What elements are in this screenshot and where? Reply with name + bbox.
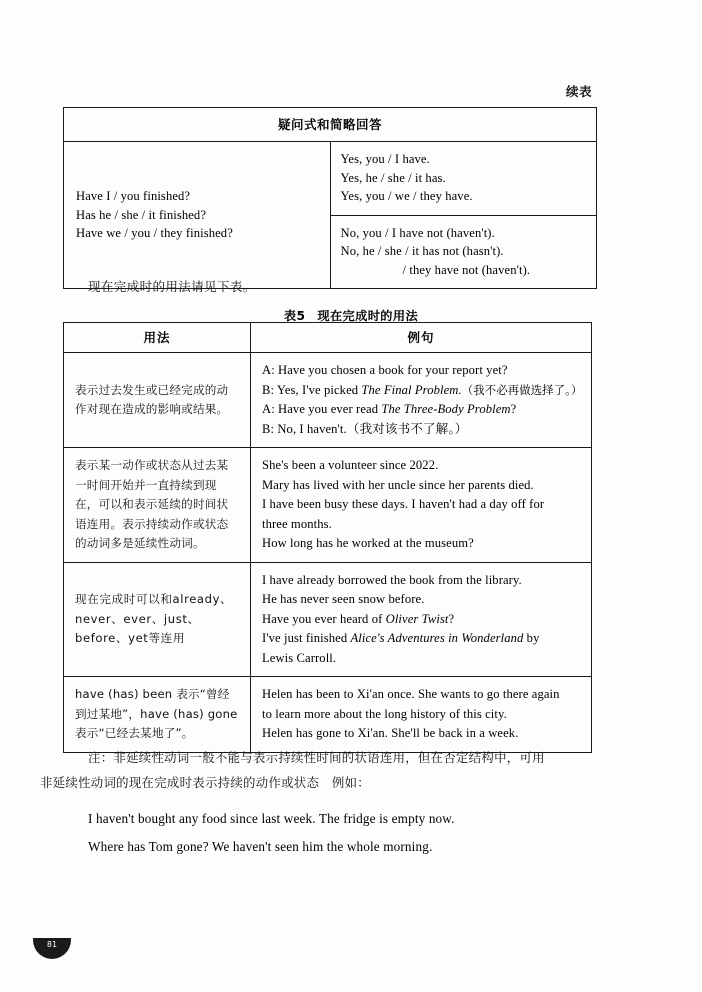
- example-line: to learn more about the long history of this city.: [262, 706, 507, 721]
- example-line: B: No, I haven't.（我对该书不了解。）: [262, 421, 468, 436]
- table1-header-cell: 疑问式和简略回答: [64, 108, 597, 142]
- continued-table-label: 续表: [565, 84, 592, 99]
- note-paragraph: [40, 745, 660, 795]
- example-cell-1: [251, 353, 592, 448]
- example-line: Mary has lived with her uncle since her parents died.: [262, 477, 534, 492]
- present-perfect-usage-table: [63, 322, 592, 753]
- note-example-1: I haven't bought any food since last week. The fridge is empty now.: [88, 811, 455, 826]
- example-line: A: Have you ever read The Three-Body Problem?: [262, 402, 517, 416]
- affirmative-line-1: Yes, you / I have.: [340, 152, 430, 166]
- example-line: Helen has gone to Xi'an. She'll be back in a week.: [262, 726, 519, 740]
- note-line-2: 非延续性动词的现在完成时表示持续的动作或状态 例如：: [40, 775, 370, 790]
- question-form-table: [63, 107, 597, 289]
- example-line: I have already borrowed the book from the library.: [262, 572, 522, 587]
- example-line: He has never seen snow before.: [262, 592, 425, 606]
- note-line-1: 注：非延续性动词一般不能与表示持续性时间的状语连用，但在否定结构中，可用: [88, 750, 545, 765]
- example-line: She's been a volunteer since 2022.: [262, 458, 439, 472]
- usage-cell-4: have (has) been 表示“曾经到过某地”，have (has) gone 表示“已经去某地了”。: [64, 677, 251, 753]
- example-line: Have you ever heard of Oliver Twist?: [262, 611, 455, 626]
- intro-line: 现在完成时的用法请见下表。: [88, 279, 256, 294]
- example-line: I've just finished Alice's Adventures in Wonderland by: [262, 631, 540, 645]
- table-row: [64, 448, 592, 563]
- negative-line-1: No, you / I have not (haven't).: [340, 225, 495, 240]
- table-row: [64, 142, 597, 216]
- usage-cell-2: 表示某一动作或状态从过去某一时间开始并一直持续到现在，可以和表示延续的时间状语连用。表示持续动作或状态的动词多是延续性动词。: [64, 448, 251, 563]
- usage-cell-1: 表示过去发生或已经完成的动作对现在造成的影响或结果。: [64, 353, 251, 448]
- example-line: Lewis Carroll.: [262, 650, 337, 665]
- note-example-2: Where has Tom gone? We haven't seen him the whole morning.: [88, 839, 433, 854]
- example-cell-4: [251, 677, 592, 753]
- negative-line-2: No, he / she / it has not (hasn't).: [340, 244, 504, 258]
- question-line-2: Has he / she / it finished?: [76, 207, 207, 222]
- table-row: [64, 323, 592, 353]
- affirmative-line-2: Yes, he / she / it has.: [340, 170, 446, 185]
- page-number-badge: 81: [33, 938, 71, 959]
- table-row: [64, 677, 592, 753]
- table1-question-cell: [64, 142, 331, 289]
- table5-header-usage: 用法: [64, 323, 251, 353]
- table5-caption-title: 现在完成时的用法: [317, 309, 419, 323]
- usage-cell-3: 现在完成时可以和already、never、ever、just、before、yet等连用: [64, 562, 251, 677]
- example-line: B: Yes, I've picked The Final Problem.（我不必再做选择了。）: [262, 382, 583, 397]
- table-row: [64, 108, 597, 142]
- negative-line-3: / they have not (haven't).: [402, 262, 531, 277]
- table1-affirmative-cell: [330, 142, 597, 216]
- table5-header-examples: 例句: [251, 323, 592, 353]
- question-line-3: Have we / you / they finished?: [76, 226, 233, 241]
- example-line: Helen has been to Xi'an once. She wants to go there again: [262, 687, 560, 701]
- note-examples: [88, 805, 648, 861]
- example-line: A: Have you chosen a book for your report yet?: [262, 363, 508, 377]
- example-line: three months.: [262, 516, 332, 531]
- table5-caption-number: 表5: [283, 309, 306, 323]
- example-cell-2: [251, 448, 592, 563]
- table-row: [64, 562, 592, 677]
- table-row: [64, 353, 592, 448]
- example-cell-3: [251, 562, 592, 677]
- affirmative-line-3: Yes, you / we / they have.: [340, 189, 473, 203]
- table1-negative-cell: [330, 215, 597, 289]
- question-line-1: Have I / you finished?: [76, 189, 191, 204]
- example-line: How long has he worked at the museum?: [262, 536, 474, 550]
- example-line: I have been busy these days. I haven't had a day off for: [262, 497, 545, 511]
